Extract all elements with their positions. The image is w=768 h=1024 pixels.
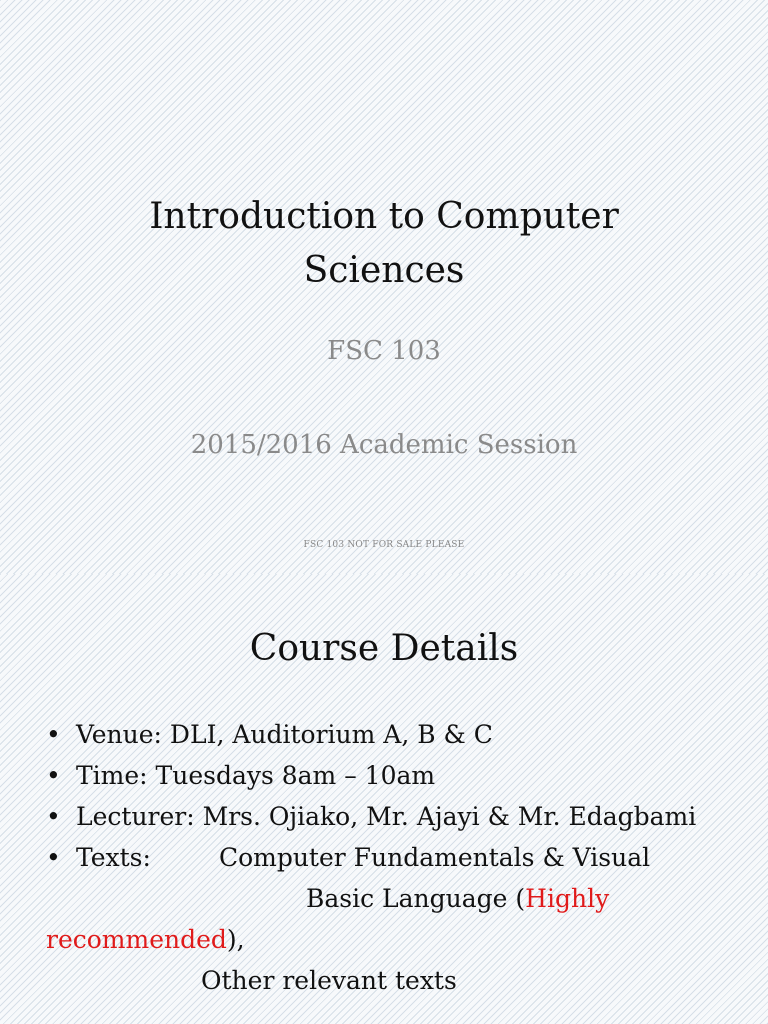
other-texts: Other relevant texts — [201, 966, 457, 995]
course-code: FSC 103 — [327, 336, 441, 366]
texts-line-2 — [76, 878, 761, 919]
bullet-venue — [46, 714, 761, 755]
recommended-highlight: recommended — [46, 925, 227, 954]
texts-book-title-2: Basic Language ( — [306, 884, 526, 913]
venue-text: Venue: DLI, Auditorium A, B & C — [76, 720, 493, 749]
time-text: Time: Tuesdays 8am – 10am — [76, 761, 436, 790]
texts-line-3 — [46, 919, 761, 960]
texts-label: Texts: — [76, 843, 151, 872]
highly-highlight: Highly — [525, 884, 610, 913]
lecturer-text: Lecturer: Mrs. Ojiako, Mr. Ajayi & Mr. Edagbami — [76, 802, 697, 831]
academic-session: 2015/2016 Academic Session — [190, 430, 578, 460]
bullet-icon: • — [46, 761, 61, 790]
bullet-time — [46, 755, 761, 796]
texts-book-title-1: Computer Fundamentals & Visual — [218, 843, 651, 872]
slide-title: Course Details — [249, 628, 519, 669]
slide-title — [0, 190, 768, 298]
course-details-slide — [0, 574, 768, 1024]
bullet-icon: • — [46, 802, 61, 831]
bullet-icon: • — [46, 843, 61, 872]
course-details-list — [46, 714, 761, 1001]
title-line-1: Introduction to Computer — [149, 196, 619, 237]
bullet-lecturer — [46, 796, 761, 837]
texts-close: ), — [226, 925, 245, 954]
bullet-icon: • — [46, 720, 61, 749]
title-line-2: Sciences — [303, 250, 465, 291]
slide-footer: FSC 103 NOT FOR SALE PLEASE — [303, 540, 465, 550]
bullet-texts — [46, 837, 761, 1001]
